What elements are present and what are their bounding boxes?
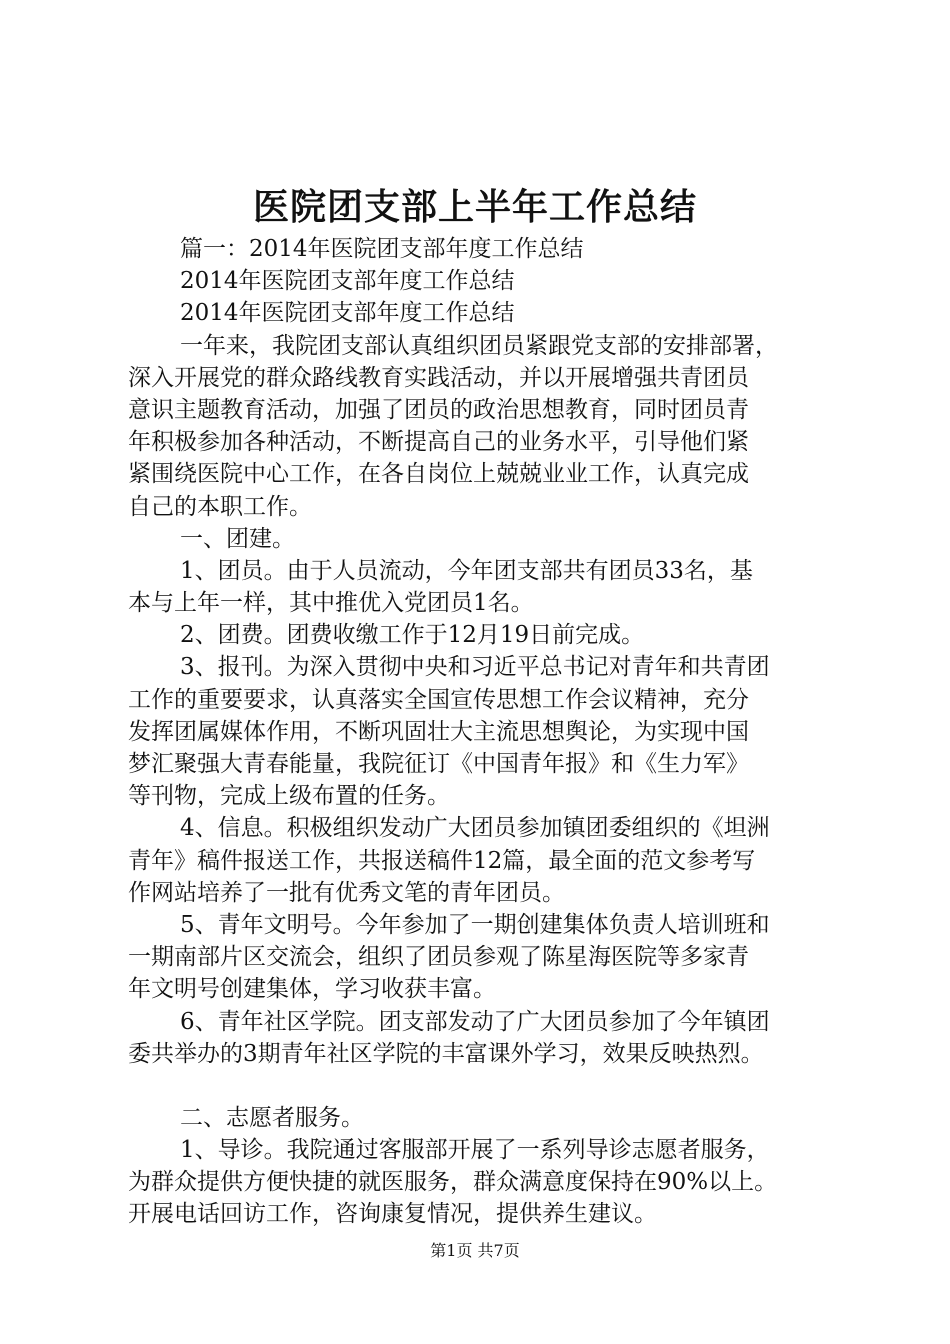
page-number-footer: 第1页 共7页 — [430, 1241, 520, 1260]
paragraph-line: 紧围绕医院中心工作，在各自岗位上兢兢业业工作，认真完成 — [128, 461, 749, 488]
paragraph-line: 一期南部片区交流会，组织了团员参观了陈星海医院等多家青 — [128, 944, 749, 971]
paragraph-line: 年积极参加各种活动，不断提高自己的业务水平，引导他们紧 — [128, 429, 749, 456]
paragraph-line: 篇一：2014年医院团支部年度工作总结 — [180, 236, 584, 262]
paragraph-line: 2014年医院团支部年度工作总结 — [180, 300, 515, 327]
section-heading: 二、志愿者服务。 — [180, 1104, 364, 1131]
document-title: 医院团支部上半年工作总结 — [252, 186, 697, 228]
paragraph-line: 1、团员。由于人员流动，今年团支部共有团员33名，基 — [180, 557, 753, 584]
paragraph-line: 发挥团属媒体作用，不断巩固壮大主流思想舆论，为实现中国 — [128, 718, 749, 745]
blank-line — [128, 1070, 848, 1102]
paragraph-line: 青年》稿件报送工作，共报送稿件12篇，最全面的范文参考写 — [128, 847, 756, 874]
paragraph-line: 2、团费。团费收缴工作于12月19日前完成。 — [180, 622, 645, 649]
paragraph-line: 梦汇聚强大青春能量，我院征订《中国青年报》和《生力军》 — [128, 751, 749, 777]
section-heading: 一、团建。 — [180, 525, 295, 552]
paragraph-line: 为群众提供方便快捷的就医服务，群众满意度保持在90%以上。 — [128, 1169, 778, 1196]
paragraph-line: 等刊物，完成上级布置的任务。 — [128, 783, 450, 810]
paragraph-line: 3、报刊。为深入贯彻中央和习近平总书记对青年和共青团 — [180, 654, 770, 681]
paragraph-line: 意识主题教育活动，加强了团员的政治思想教育，同时团员青 — [128, 396, 749, 423]
paragraph-line: 6、青年社区学院。团支部发动了广大团员参加了今年镇团 — [180, 1008, 770, 1035]
paragraph-line: 本与上年一样，其中推优入党团员1名。 — [128, 590, 534, 617]
paragraph-line: 工作的重要要求，认真落实全国宣传思想工作会议精神，充分 — [128, 686, 749, 713]
paragraph-line: 开展电话回访工作，咨询康复情况，提供养生建议。 — [128, 1201, 657, 1228]
paragraph-line: 一年来，我院团支部认真组织团员紧跟党支部的安排部署， — [180, 332, 778, 359]
paragraph-line: 作网站培养了一批有优秀文笔的青年团员。 — [128, 879, 565, 906]
paragraph-line: 深入开展党的群众路线教育实践活动，并以开展增强共青团员 — [128, 364, 749, 391]
paragraph-line: 5、青年文明号。今年参加了一期创建集体负责人培训班和 — [180, 911, 770, 938]
paragraph-line: 1、导诊。我院通过客服部开展了一系列导诊志愿者服务， — [180, 1137, 770, 1164]
document-body — [128, 233, 848, 1231]
paragraph-line: 4、信息。积极组织发动广大团员参加镇团委组织的《坦洲 — [180, 815, 770, 842]
paragraph-line: 委共举办的3期青年社区学院的丰富课外学习，效果反映热烈。 — [128, 1040, 764, 1067]
paragraph-line: 自己的本职工作。 — [128, 493, 312, 520]
paragraph-line: 2014年医院团支部年度工作总结 — [180, 268, 515, 295]
paragraph-line: 年文明号创建集体，学习收获丰富。 — [128, 976, 496, 1003]
